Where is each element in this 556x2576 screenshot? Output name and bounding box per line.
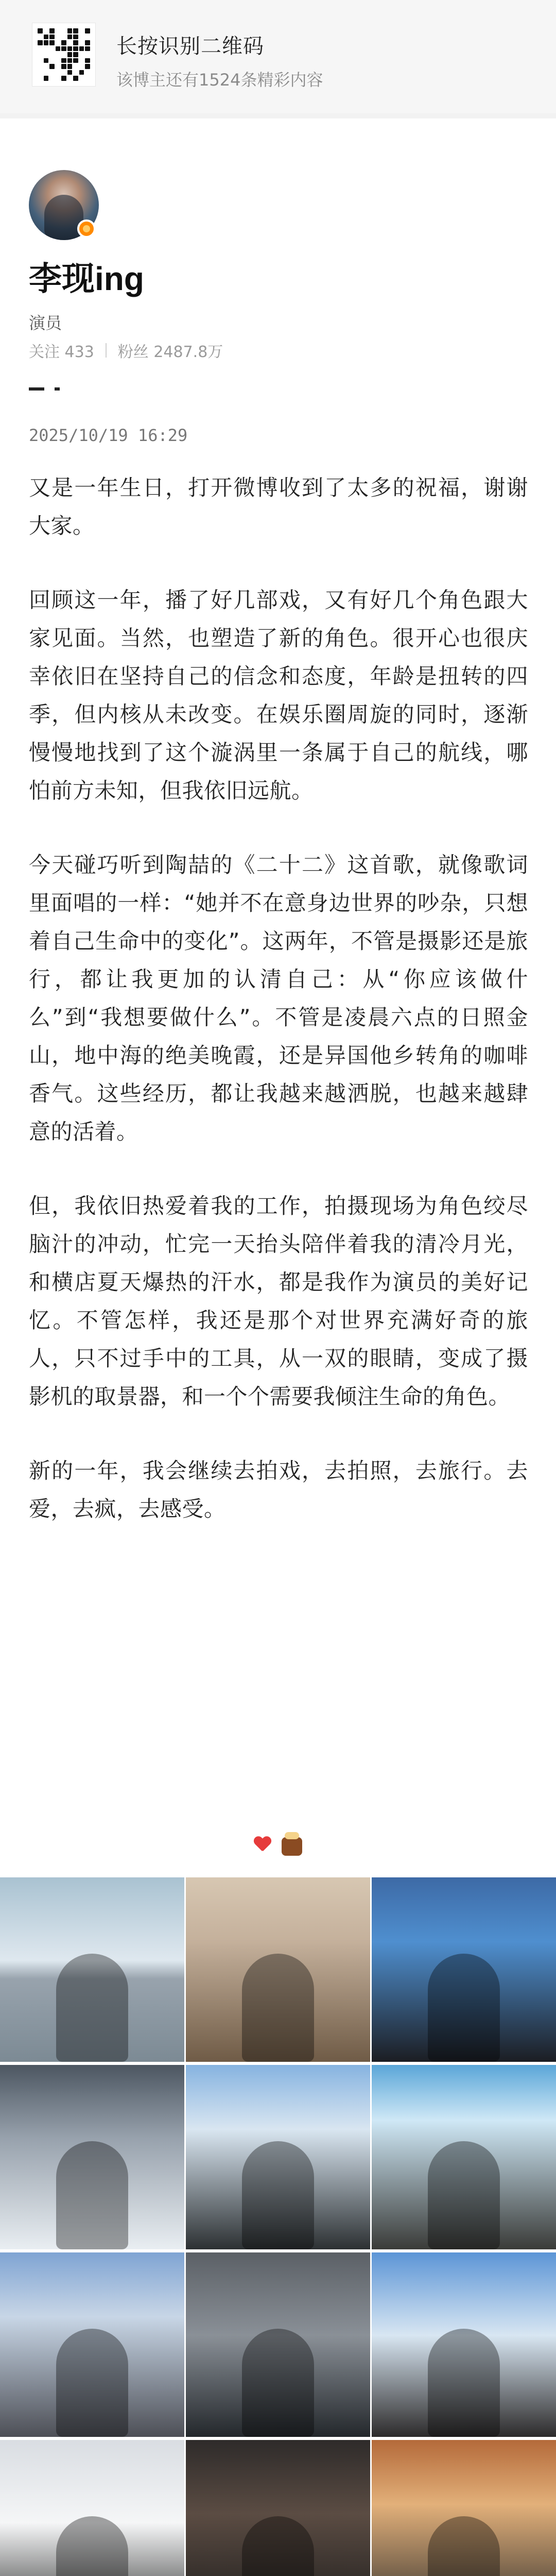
qr-module [85,64,90,69]
fans-count[interactable]: 粉丝 2487.8万 [117,343,223,361]
photo-subject [428,1954,500,2062]
qr-module [44,46,49,52]
post-paragraph-4: 但，我依旧热爱着我的工作，拍摄现场为角色绞尽脑汁的冲动，忙完一天抬头陪伴着我的清冷月光，和横店夏天爆热的汗水，都是我作为演员的美好记忆。不管怎样，我还是那个对世界充满好奇的旅人，只不过手中的工具，从一双的眼睛，变成了摄影机的取景器，和一个个需要我倾注生命的角色。 [29,1193,528,1409]
stats-divider [106,343,107,358]
emoji-line [0,1832,556,1857]
qr-module [38,58,43,63]
qr-module [61,52,66,57]
qr-module [85,76,90,81]
qr-module [56,40,61,45]
qr-module [61,58,66,63]
qr-module [38,52,43,57]
qr-module [44,58,49,63]
qr-module [73,70,78,75]
qr-module [44,35,49,40]
photo-subject [242,2329,314,2437]
photo-subject [56,2516,128,2576]
qr-module [44,40,49,45]
profile-name[interactable]: 李现ing [29,260,144,297]
qr-module [38,28,43,33]
photo-6[interactable] [372,2065,556,2249]
qr-module [56,76,61,81]
qr-module [61,28,66,33]
qr-module [56,46,61,52]
qr-module [56,58,61,63]
qr-module [67,70,73,75]
qr-module [49,58,55,63]
qr-module [79,70,84,75]
photo-subject [56,1954,128,2062]
qr-module [79,40,84,45]
follow-count[interactable]: 关注 433 [29,343,94,361]
banner-title: 长按识别二维码 [116,35,264,58]
qr-module [73,64,78,69]
qr-module [44,64,49,69]
qr-module [61,70,66,75]
qr-module [44,52,49,57]
qr-module [56,70,61,75]
photo-7[interactable] [0,2252,184,2437]
photo-1[interactable] [0,1877,184,2062]
qr-module [49,64,55,69]
qr-module [38,64,43,69]
qr-module [49,46,55,52]
heart-icon [254,1837,271,1852]
photo-2[interactable] [186,1877,370,2062]
post-paragraph-3: 今天碰巧听到陶喆的《二十二》这首歌，就像歌词里面唱的一样：“她并不在意身边世界的吵杂，只想着自己生命中的变化”。这两年，不管是摄影还是旅行，都让我更加的认清自己：从“你应该做什么”到“我想要做什么”。不管是凌晨六点的日照金山，地中海的绝美晚霞，还是异国他乡转角的咖啡香气。这些经历，都让我越来越洒脱，也越来越肆意的活着。 [29,852,528,1144]
qr-module [85,52,90,57]
photo-subject [428,2329,500,2437]
qr-module [56,64,61,69]
qr-module [85,58,90,63]
top-banner [0,0,556,113]
qr-module [67,40,73,45]
qr-module [73,52,78,57]
photo-subject [56,2141,128,2249]
post-paragraph-2: 回顾这一年，播了好几部戏，又有好几个角色跟大家见面。当然，也塑造了新的角色。很开心也很庆幸依旧在坚持自己的信念和态度，年龄是扭转的四季，但内核从未改变。在娱乐圈周旋的同时，逐渐慢慢地找到了这个漩涡里一条属于自己的航线，哪怕前方未知，但我依旧远航。 [29,587,528,803]
photo-9[interactable] [372,2252,556,2437]
qr-module [61,76,66,81]
qr-module [79,35,84,40]
photo-subject [242,1954,314,2062]
post-card [0,118,556,2576]
qr-module [67,64,73,69]
verified-badge-icon [77,219,96,238]
qr-module [49,76,55,81]
qr-module [85,70,90,75]
qr-module [73,46,78,52]
qr-module [38,46,43,52]
qr-module [61,46,66,52]
profile-stats [29,339,223,362]
cake-icon [282,1837,302,1856]
qr-module [49,35,55,40]
qr-module [73,35,78,40]
qr-module [61,64,66,69]
qr-module [61,40,66,45]
photo-11[interactable] [186,2440,370,2576]
qr-code-icon[interactable] [32,23,96,87]
qr-module [44,28,49,33]
qr-module [79,28,84,33]
qr-module [56,28,61,33]
photo-subject [428,2516,500,2576]
qr-module [73,76,78,81]
qr-module [56,52,61,57]
qr-module [85,40,90,45]
photo-8[interactable] [186,2252,370,2437]
photo-grid [0,1877,556,2576]
qr-module [73,58,78,63]
profile-role: 演员 [29,313,62,333]
post-date: 2025/10/19 16:29 [29,426,188,445]
qr-module [67,46,73,52]
section-divider [29,387,44,391]
photo-12[interactable] [372,2440,556,2576]
photo-5[interactable] [186,2065,370,2249]
qr-module [49,28,55,33]
qr-module [85,46,90,52]
photo-4[interactable] [0,2065,184,2249]
photo-subject [428,2141,500,2249]
qr-module [44,70,49,75]
photo-subject [242,2141,314,2249]
qr-module [67,58,73,63]
section-divider-dot [55,387,60,391]
qr-module [61,35,66,40]
banner-subtitle: 该博主还有1524条精彩内容 [116,70,323,90]
qr-module [49,70,55,75]
post-paragraph-1: 又是一年生日，打开微博收到了太多的祝福，谢谢大家。 [29,475,528,538]
qr-module [73,40,78,45]
qr-module [44,76,49,81]
qr-module [67,76,73,81]
qr-module [56,35,61,40]
qr-module [49,40,55,45]
photo-subject [56,2329,128,2437]
qr-module [67,35,73,40]
qr-module [79,76,84,81]
post-paragraph-5: 新的一年，我会继续去拍戏，去拍照，去旅行。去爱，去疯，去感受。 [29,1458,528,1521]
qr-module [79,58,84,63]
qr-module [73,28,78,33]
qr-module [79,52,84,57]
qr-module [38,35,43,40]
photo-10[interactable] [0,2440,184,2576]
photo-subject [242,2516,314,2576]
qr-module [38,40,43,45]
photo-3[interactable] [372,1877,556,2062]
qr-module [67,28,73,33]
qr-module [49,52,55,57]
qr-module [67,52,73,57]
post-body [29,469,528,1564]
qr-module [38,76,43,81]
qr-module [79,46,84,52]
qr-module [38,70,43,75]
qr-module [85,28,90,33]
qr-module [85,35,90,40]
qr-module [79,64,84,69]
